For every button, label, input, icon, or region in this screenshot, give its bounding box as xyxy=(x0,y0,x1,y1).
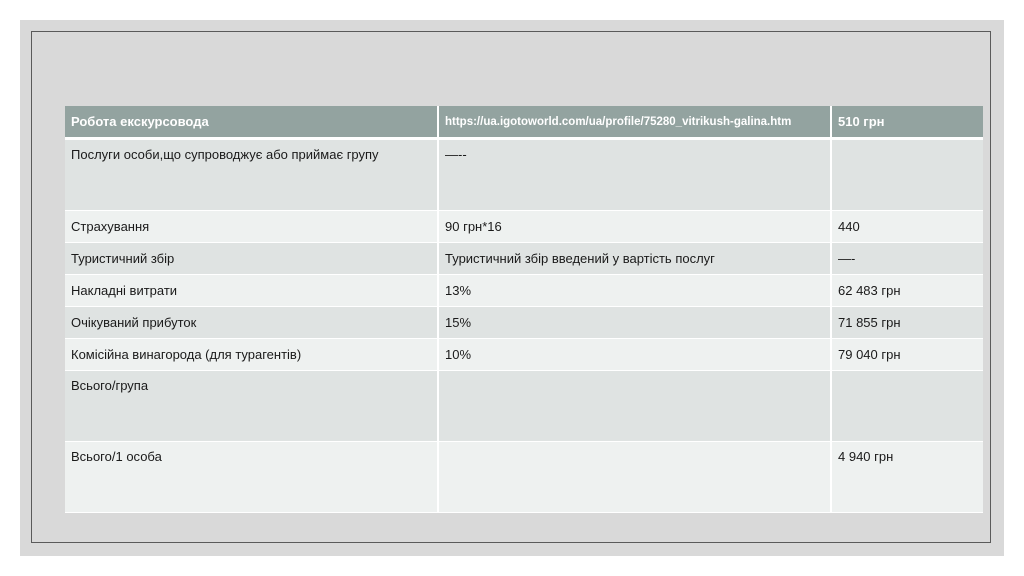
table-cell-item: Комісійна винагорода (для турагентів) xyxy=(65,339,438,371)
table-cell-amount: 4 940 грн xyxy=(831,442,983,513)
table-cell-detail xyxy=(438,371,831,442)
table-cell-amount: —- xyxy=(831,243,983,275)
table-row xyxy=(65,442,983,513)
table-cell-amount: 62 483 грн xyxy=(831,275,983,307)
table-cell-item: Всього/група xyxy=(65,371,438,442)
table-row xyxy=(65,339,983,371)
slide-background xyxy=(20,20,1004,556)
table-header-row xyxy=(65,106,983,139)
table-cell-amount: 79 040 грн xyxy=(831,339,983,371)
table-row xyxy=(65,307,983,339)
table-cell-amount: 440 xyxy=(831,211,983,243)
table-cell-amount xyxy=(831,139,983,211)
table-cell-detail: —-- xyxy=(438,139,831,211)
table-cell-item: Очікуваний прибуток xyxy=(65,307,438,339)
table-cell-amount: 71 855 грн xyxy=(831,307,983,339)
table-cell-detail: Туристичний збір введений у вартість послуг xyxy=(438,243,831,275)
table-row xyxy=(65,243,983,275)
header-cell-profile-link: https://ua.igotoworld.com/ua/profile/75280_vitrikush-galina.htm xyxy=(438,106,831,139)
table-row xyxy=(65,139,983,211)
table-cell-detail: 10% xyxy=(438,339,831,371)
cost-table xyxy=(65,106,983,513)
table-cell-detail: 90 грн*16 xyxy=(438,211,831,243)
table-cell-detail: 13% xyxy=(438,275,831,307)
table-cell-item: Накладні витрати xyxy=(65,275,438,307)
table-row xyxy=(65,275,983,307)
table-cell-detail: 15% xyxy=(438,307,831,339)
table-cell-item: Всього/1 особа xyxy=(65,442,438,513)
table-cell-item: Послуги особи,що супроводжує або приймає групу xyxy=(65,139,438,211)
header-cell-service: Робота екскурсовода xyxy=(65,106,438,139)
table-row xyxy=(65,371,983,442)
table-cell-item: Туристичний збір xyxy=(65,243,438,275)
table-cell-amount xyxy=(831,371,983,442)
table-cell-item: Страхування xyxy=(65,211,438,243)
slide-frame xyxy=(31,31,991,543)
table-cell-detail xyxy=(438,442,831,513)
header-cell-price: 510 грн xyxy=(831,106,983,139)
table-row xyxy=(65,211,983,243)
